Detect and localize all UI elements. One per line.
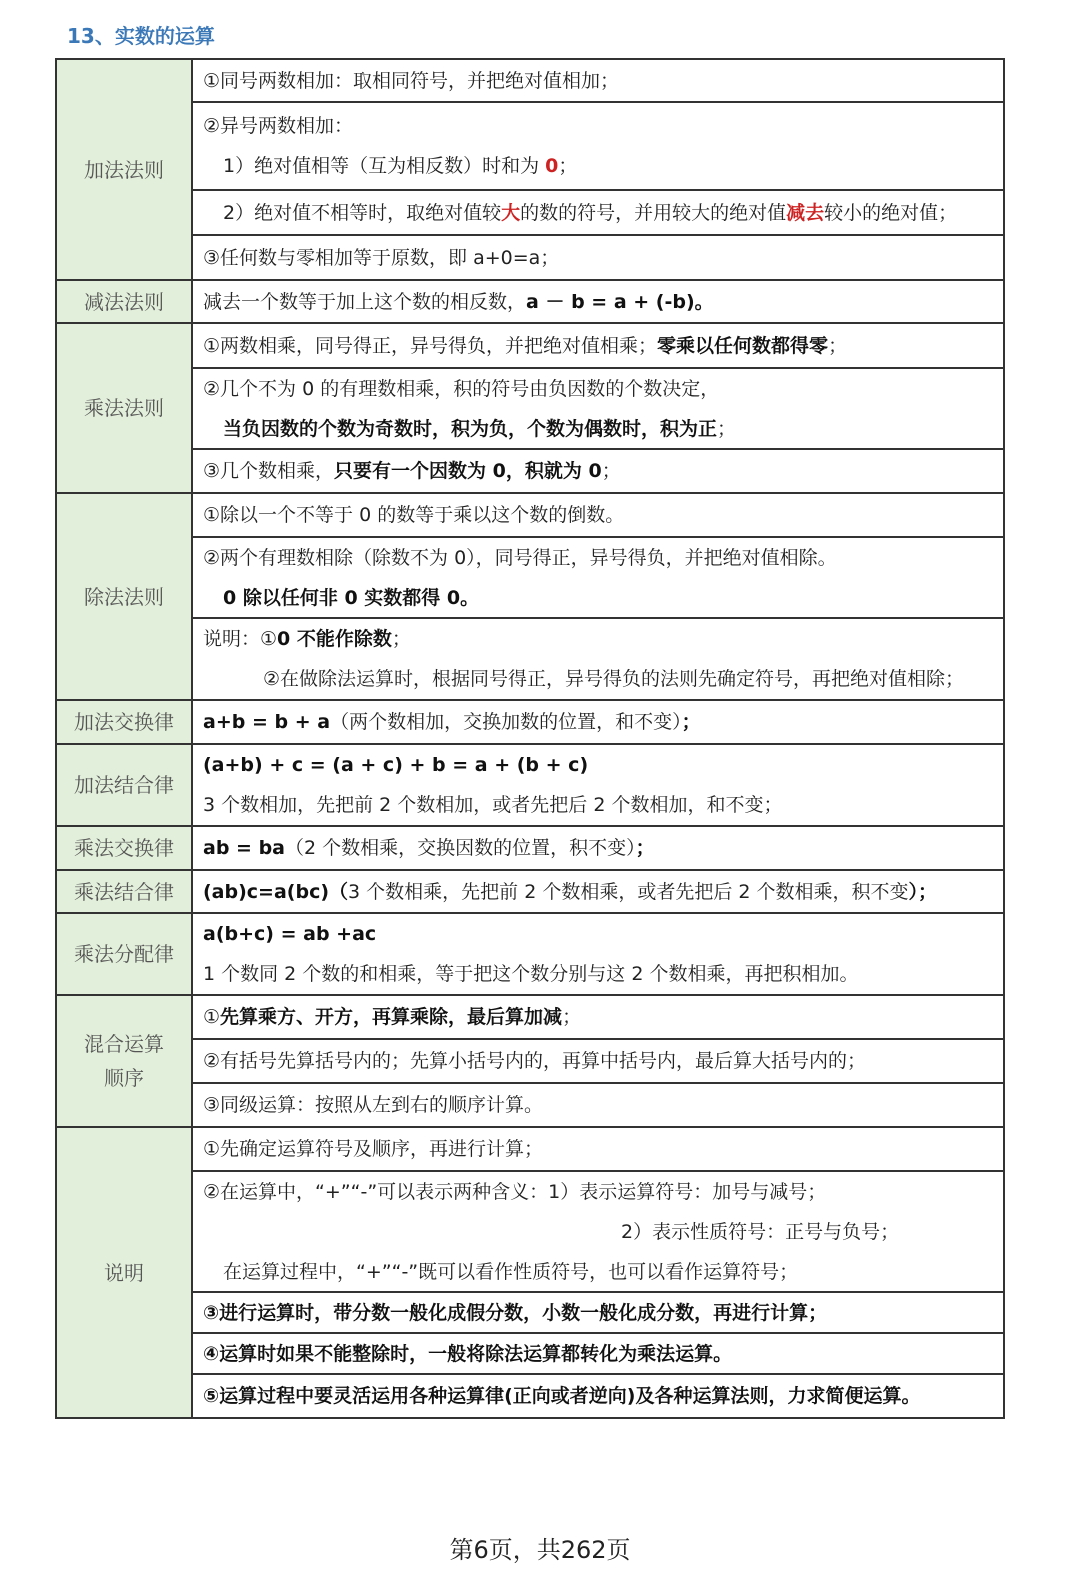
rule-text: 1 个数同 2 个数的和相乘，等于把这个数分别与这 2 个数相乘，再把积相加。 bbox=[203, 963, 859, 985]
table-row bbox=[56, 323, 1004, 493]
rule-text: a+b = b + a（两个数相加，交换加数的位置，和不变）； bbox=[203, 711, 701, 733]
rule-cell bbox=[193, 914, 1003, 994]
rule-cell bbox=[193, 617, 1003, 699]
rule-text: 在运算过程中，“+”“-”既可以看作性质符号，也可以看作运算符号； bbox=[223, 1260, 799, 1283]
category-label: 加法法则 bbox=[56, 59, 192, 280]
rules-table bbox=[55, 58, 1005, 1419]
category-label: 说明 bbox=[56, 1127, 192, 1418]
table-row bbox=[56, 280, 1004, 323]
rule-cell bbox=[193, 281, 1003, 322]
rule-cell bbox=[193, 996, 1003, 1038]
category-label: 加法结合律 bbox=[56, 744, 192, 826]
rule-text: (ab)c=a(bc)（3 个数相乘，先把前 2 个数相乘，或者先把后 2 个数相乘，积不变）； bbox=[203, 880, 938, 903]
rule-cell bbox=[193, 189, 1003, 234]
category-label: 乘法分配律 bbox=[56, 913, 192, 995]
category-label: 加法交换律 bbox=[56, 700, 192, 744]
rule-text: 2）绝对值不相等时，取绝对值较大的数的符号，并用较大的绝对值减去较小的绝对值； bbox=[223, 201, 958, 224]
rule-text: 2）表示性质符号：正号与负号； bbox=[621, 1220, 900, 1243]
rule-cell bbox=[193, 448, 1003, 492]
rule-body bbox=[192, 280, 1004, 323]
rule-text: 0 除以任何非 0 实数都得 0。 bbox=[223, 586, 480, 609]
rule-text: ①同号两数相加：取相同符号，并把绝对值相加； bbox=[203, 69, 620, 92]
rule-cell bbox=[193, 871, 1003, 912]
rule-body bbox=[192, 700, 1004, 744]
rule-cell bbox=[193, 1332, 1003, 1373]
rule-text: ab = ba（2 个数相乘，交换因数的位置，积不变）； bbox=[203, 837, 655, 859]
rule-cell bbox=[193, 827, 1003, 869]
category-label: 乘法法则 bbox=[56, 323, 192, 493]
rule-text: ①先确定运算符号及顺序，再进行计算； bbox=[203, 1138, 544, 1160]
rule-cell bbox=[193, 60, 1003, 101]
rule-text: ②异号两数相加： bbox=[203, 115, 354, 137]
rule-text: ②两个有理数相除（除数不为 0），同号得正，异号得负，并把绝对值相除。 bbox=[203, 546, 837, 569]
rule-body bbox=[192, 744, 1004, 826]
rule-text: ③几个数相乘，只要有一个因数为 0，积就为 0； bbox=[203, 460, 621, 482]
table-row bbox=[56, 1127, 1004, 1418]
rule-cell bbox=[193, 101, 1003, 189]
rule-body bbox=[192, 870, 1004, 913]
table-row bbox=[56, 826, 1004, 870]
rule-text: 3 个数相加，先把前 2 个数相加，或者先把后 2 个数相加，和不变； bbox=[203, 794, 783, 816]
rule-text: 减去一个数等于加上这个数的相反数，a － b = a + (-b)。 bbox=[203, 290, 714, 313]
rule-cell bbox=[193, 1082, 1003, 1126]
rule-text: 说明：①0 不能作除数； bbox=[203, 628, 411, 650]
rule-cell bbox=[193, 1373, 1003, 1417]
category-label: 乘法交换律 bbox=[56, 826, 192, 870]
table-row bbox=[56, 493, 1004, 700]
rule-text: ①两数相乘，同号得正，异号得负，并把绝对值相乘；零乘以任何数都得零； bbox=[203, 334, 848, 357]
category-label: 混合运算 顺序 bbox=[56, 995, 192, 1127]
page-number: 第6页，共262页 bbox=[449, 1536, 631, 1564]
table-row bbox=[56, 870, 1004, 913]
rule-body bbox=[192, 1127, 1004, 1418]
rule-cell bbox=[193, 1038, 1003, 1082]
rule-body bbox=[192, 323, 1004, 493]
rule-cell bbox=[193, 701, 1003, 743]
rule-cell bbox=[193, 1291, 1003, 1332]
rule-text: ④运算时如果不能整除时，一般将除法运算都转化为乘法运算。 bbox=[203, 1342, 733, 1365]
rule-text: a(b+c) = ab +ac bbox=[203, 923, 377, 945]
rule-cell bbox=[193, 1128, 1003, 1170]
table-row bbox=[56, 913, 1004, 995]
rule-text: ⑤运算过程中要灵活运用各种运算律(正向或者逆向)及各种运算法则，力求简便运算。 bbox=[203, 1385, 921, 1407]
rule-cell bbox=[193, 234, 1003, 279]
table-row bbox=[56, 744, 1004, 826]
rule-cell bbox=[193, 367, 1003, 448]
rule-cell bbox=[193, 1170, 1003, 1291]
rule-text: ①先算乘方、开方，再算乘除，最后算加减； bbox=[203, 1006, 582, 1028]
rule-text: 1）绝对值相等（互为相反数）时和为 0； bbox=[223, 155, 578, 177]
rule-cell bbox=[193, 536, 1003, 617]
rule-text: ③任何数与零相加等于原数，即 a+0=a； bbox=[203, 246, 560, 269]
category-label: 除法法则 bbox=[56, 493, 192, 700]
rule-text: ②在运算中，“+”“-”可以表示两种含义：1）表示运算符号：加号与减号； bbox=[203, 1180, 827, 1203]
rule-text: ①除以一个不等于 0 的数等于乘以这个数的倒数。 bbox=[203, 504, 625, 526]
rule-text: (a+b) + c = (a + c) + b = a + (b + c) bbox=[203, 754, 589, 776]
rule-text: ②几个不为 0 的有理数相乘，积的符号由负因数的个数决定， bbox=[203, 377, 720, 400]
rule-text: ③进行运算时，带分数一般化成假分数，小数一般化成分数，再进行计算； bbox=[203, 1301, 828, 1324]
rule-text: ③同级运算：按照从左到右的顺序计算。 bbox=[203, 1094, 544, 1116]
category-label: 乘法结合律 bbox=[56, 870, 192, 913]
table-row bbox=[56, 59, 1004, 280]
rule-cell bbox=[193, 324, 1003, 367]
table-row bbox=[56, 995, 1004, 1127]
rule-body bbox=[192, 493, 1004, 700]
category-label: 减法法则 bbox=[56, 280, 192, 323]
table-row bbox=[56, 700, 1004, 744]
rule-text: ②在做除法运算时，根据同号得正，异号得负的法则先确定符号，再把绝对值相除； bbox=[263, 668, 965, 690]
rule-body bbox=[192, 826, 1004, 870]
rule-cell bbox=[193, 745, 1003, 825]
rule-body bbox=[192, 913, 1004, 995]
section-title: 13、实数的运算 bbox=[67, 24, 215, 48]
rule-body bbox=[192, 59, 1004, 280]
rule-text: ②有括号先算括号内的；先算小括号内的，再算中括号内，最后算大括号内的； bbox=[203, 1050, 867, 1072]
rule-body bbox=[192, 995, 1004, 1127]
rule-text: 当负因数的个数为奇数时，积为负，个数为偶数时，积为正； bbox=[223, 417, 737, 440]
rule-cell bbox=[193, 494, 1003, 536]
